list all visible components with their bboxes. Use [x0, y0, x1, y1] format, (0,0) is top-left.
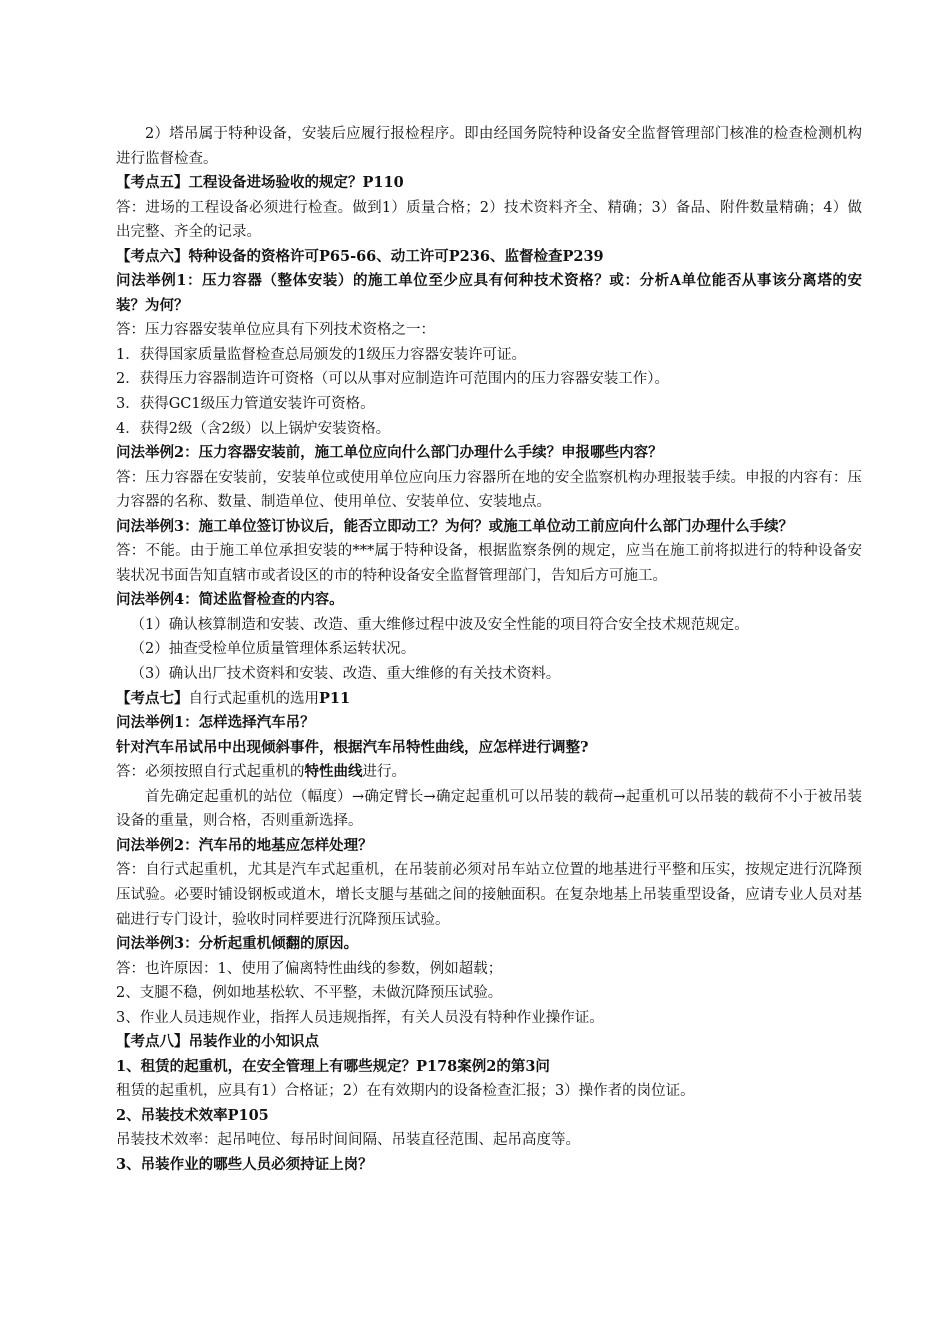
heading-page-ref: P11 [319, 689, 351, 707]
list-item: 3、作业人员违规作业，指挥人员违规指挥，有关人员没有特种作业操作证。 [116, 1009, 604, 1026]
question: 1、租赁的起重机，在安全管理上有哪些规定？P178案例2的第3问 [116, 1057, 550, 1075]
paragraph: 吊装技术效率：起吊吨位、每吊时间间隔、吊装直径范围、起吊高度等。 [116, 1132, 580, 1149]
paragraph: 答：压力容器在安装前，安装单位或使用单位应向压力容器所在地的安全监察机构办理报装手续。申报的内容有：压力容器的名称、数量、制造单位、使用单位、安装单位、安装地点。 [116, 469, 862, 511]
document-page [116, 122, 862, 1178]
paragraph: 答：进场的工程设备必须进行检查。做到1）质量合格；2）技术资料齐全、精确；3）备品、附件数量精确；4）做出完整、齐全的记录。 [116, 199, 862, 241]
question: 问法举例1：怎样选择汽车吊？ [116, 714, 315, 732]
list-item: 3．获得GC1级压力管道安装许可资格。 [116, 396, 375, 413]
question: 问法举例1：压力容器（整体安装）的施工单位至少应具有何种技术资格？或：分析A单位能否从事该分离塔的安装？为何？ [116, 272, 862, 314]
list-item: （2）抽查受检单位质量管理体系运转状况。 [130, 641, 416, 658]
list-item: （1）确认核算制造和安装、改造、重大维修过程中波及安全性能的项目符合安全技术规范规定。 [130, 616, 749, 633]
question: 问法举例3：施工单位签订协议后，能否立即动工？为何？或施工单位动工前应向什么部门办理什么手续？ [116, 517, 794, 535]
list-item: 2．获得压力容器制造许可资格（可以从事对应制造许可范围内的压力容器安装工作）。 [116, 371, 669, 388]
paragraph: 首先确定起重机的站位（幅度）→确定臂长→确定起重机可以吊装的载荷→起重机可以吊装的载荷不小于被吊装设备的重量，则合格，否则重新选择。 [116, 788, 862, 830]
question: 2、吊装技术效率P105 [116, 1106, 269, 1124]
question: 问法举例2：压力容器安装前，施工单位应向什么部门办理什么手续？申报哪些内容？ [116, 444, 663, 462]
heading-text: 自行式起重机的选用 [188, 690, 319, 707]
question: 问法举例2：汽车吊的地基应怎样处理？ [116, 836, 373, 854]
heading-label: 【考点七】 [116, 689, 189, 707]
list-item: 4．获得2级（含2级）以上锅炉安装资格。 [116, 420, 391, 437]
list-item: 2、支腿不稳，例如地基松软、不平整，未做沉降预压试验。 [116, 985, 503, 1002]
question: 针对汽车吊试吊中出现倾斜事件，根据汽车吊特性曲线，应怎样进行调整? [116, 738, 589, 756]
paragraph: 租赁的起重机，应具有1）合格证；2）在有效期内的设备检查汇报；3）操作者的岗位证。 [116, 1083, 695, 1100]
answer-text: 答：必须按照自行式起重机的 [116, 764, 305, 781]
answer-emphasis: 特性曲线 [304, 763, 363, 781]
question: 问法举例3：分析起重机倾翻的原因。 [116, 935, 359, 953]
list-item: 1．获得国家质量监督检查总局颁发的1级压力容器安装许可证。 [116, 346, 526, 363]
paragraph: 2）塔吊属于特种设备，安装后应履行报检程序。即由经国务院特种设备安全监督管理部门核准的检查检测机构进行监督检查。 [116, 126, 862, 167]
list-item: （3）确认出厂技术资料和安装、改造、重大维修的有关技术资料。 [130, 666, 561, 683]
section-heading: 【考点五】工程设备进场验收的规定？P110 [116, 174, 404, 192]
question: 问法举例4：简述监督检查的内容。 [116, 591, 344, 609]
question: 3、吊装作业的哪些人员必须持证上岗？ [116, 1155, 373, 1173]
section-heading [116, 687, 862, 712]
section-heading: 【考点八】吊装作业的小知识点 [116, 1033, 319, 1051]
paragraph [116, 760, 862, 785]
paragraph: 答：自行式起重机，尤其是汽车式起重机，在吊装前必须对吊车站立位置的地基进行平整和压实，按规定进行沉降预压试验。必要时铺设钢板或道木，增长支腿与基础之间的接触面积。在复杂地基上吊装重型设备，应请专业人员对基础进行专门设计，验收时同样要进行沉降预压试验。 [116, 862, 862, 928]
answer-text-end: 进行。 [362, 764, 406, 781]
section-heading: 【考点六】特种设备的资格许可P65-66、动工许可P236、监督检查P239 [116, 247, 604, 265]
paragraph: 答：也许原因：1、使用了偏离特性曲线的参数，例如超载； [116, 960, 503, 977]
paragraph: 答：压力容器安装单位应具有下列技术资格之一： [116, 322, 435, 339]
paragraph: 答：不能。由于施工单位承担安装的***属于特种设备，根据监察条例的规定，应当在施工前将拟进行的特种设备安装状况书面告知直辖市或者设区的市的特种设备安全监督管理部门，告知后方可施工。 [116, 543, 862, 584]
